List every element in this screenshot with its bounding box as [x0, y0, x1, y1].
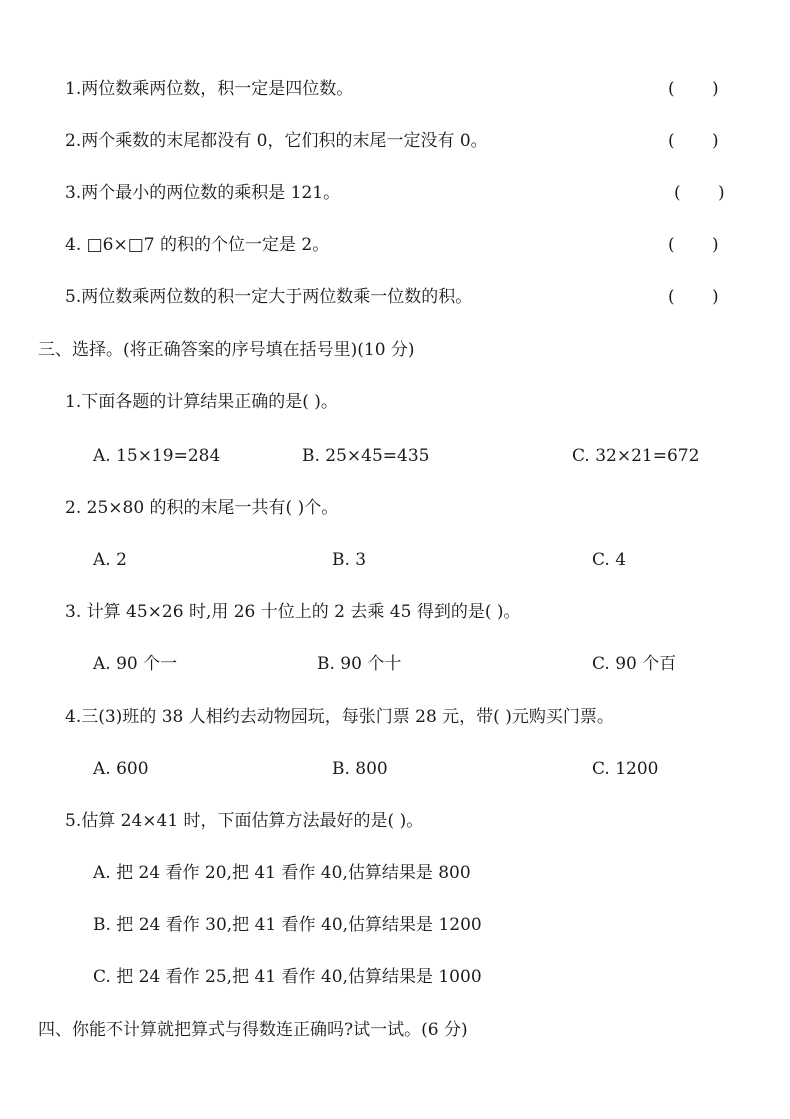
choice-question-5-option-a[interactable]: A. 把 24 看作 20,把 41 看作 40,估算结果是 800	[93, 863, 471, 883]
judge-item-3-text: 3.两个最小的两位数的乘积是 121。	[65, 183, 341, 203]
choice-question-4-option-b[interactable]: B. 800	[332, 759, 388, 779]
choice-question-5-option-c[interactable]: C. 把 24 看作 25,把 41 看作 40,估算结果是 1000	[93, 967, 482, 987]
choice-question-2-option-b[interactable]: B. 3	[332, 550, 367, 570]
choice-question-2-text: 2. 25×80 的积的末尾一共有( )个。	[65, 498, 339, 518]
choice-question-3-option-c[interactable]: C. 90 个百	[592, 654, 677, 674]
judge-item-2-text: 2.两个乘数的末尾都没有 0，它们积的末尾一定没有 0。	[65, 131, 488, 151]
choice-question-1-option-a[interactable]: A. 15×19=284	[93, 446, 221, 466]
choice-question-4-option-a[interactable]: A. 600	[93, 759, 149, 779]
judge-item-5-text: 5.两位数乘两位数的积一定大于两位数乘一位数的积。	[65, 287, 473, 307]
choice-question-3-text: 3. 计算 45×26 时,用 26 十位上的 2 去乘 45 得到的是( )。	[65, 602, 521, 622]
choice-question-1-option-c[interactable]: C. 32×21=672	[572, 446, 700, 466]
choice-question-5-text: 5.估算 24×41 时，下面估算方法最好的是( )。	[65, 811, 424, 831]
section-4-heading: 四、你能不计算就把算式与得数连正确吗?试一试。(6 分)	[38, 1020, 468, 1040]
choice-question-2-option-a[interactable]: A. 2	[93, 550, 127, 570]
choice-question-4-text: 4.三(3)班的 38 人相约去动物园玩，每张门票 28 元，带( )元购买门票。	[65, 707, 614, 727]
choice-question-2-option-c[interactable]: C. 4	[592, 550, 627, 570]
judge-item-1-text: 1.两位数乘两位数，积一定是四位数。	[65, 79, 354, 99]
section-3-heading: 三、选择。(将正确答案的序号填在括号里)(10 分)	[38, 340, 415, 360]
choice-question-3-option-b[interactable]: B. 90 个十	[317, 654, 402, 674]
choice-question-3-option-a[interactable]: A. 90 个一	[93, 654, 178, 674]
choice-question-5-option-b[interactable]: B. 把 24 看作 30,把 41 看作 40,估算结果是 1200	[93, 915, 482, 935]
choice-question-4-option-c[interactable]: C. 1200	[592, 759, 659, 779]
judge-item-4-text: 4. □6×□7 的积的个位一定是 2。	[65, 235, 330, 255]
choice-question-1-text: 1.下面各题的计算结果正确的是( )。	[65, 392, 338, 412]
choice-question-1-option-b[interactable]: B. 25×45=435	[302, 446, 430, 466]
